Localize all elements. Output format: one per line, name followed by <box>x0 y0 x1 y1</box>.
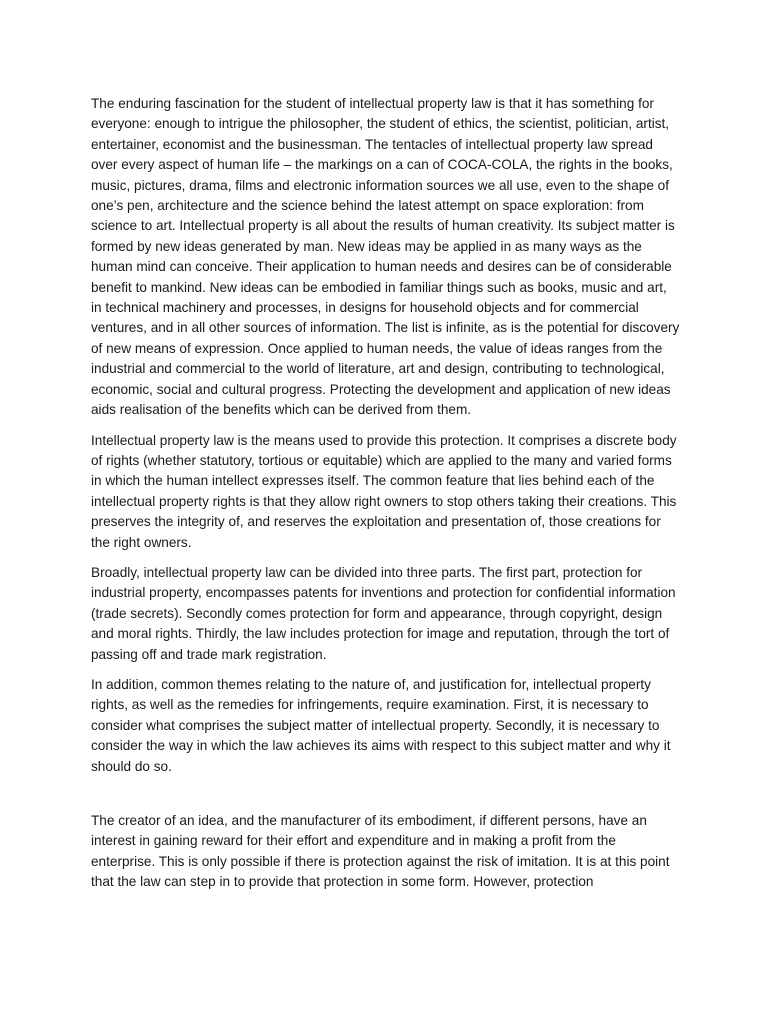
paragraph-1: The enduring fascination for the student of intellectual property law is that it has something for everyone: enough to intrigue the philosopher, the student of ethics, the scientist, politician, artist, entertainer, economist and the businessman. The tentacles of intellectual property law spread over every aspect of human life – the markings on a can of COCA-COLA, the rights in the books, music, pictures, drama, films and electronic information sources we all use, even to the shape of one’s pen, architecture and the science behind the latest attempt on space exploration: from science to art. Intellectual property is all about the results of human creativity. Its subject matter is formed by new ideas generated by man. New ideas may be applied in as many ways as the human mind can conceive. Their application to human needs and desires can be of considerable benefit to mankind. New ideas can be embodied in familiar things such as books, music and art, in technical machinery and processes, in designs for household objects and for commercial ventures, and in all other sources of information. The list is infinite, as is the potential for discovery of new means of expression. Once applied to human needs, the value of ideas ranges from the industrial and commercial to the world of literature, art and design, contributing to technological, economic, social and cultural progress. Protecting the development and application of new ideas aids realisation of the benefits which can be derived from them. <box>91 96 680 418</box>
document-body <box>91 94 681 903</box>
paragraph-3: Broadly, intellectual property law can be divided into three parts. The first part, protection for industrial property, encompasses patents for inventions and protection for confidential information (trade secrets). Secondly comes protection for form and appearance, through copyright, design and moral rights. Thirdly, the law includes protection for image and reputation, through the tort of passing off and trade mark registration. <box>91 564 676 662</box>
paragraph-2: Intellectual property law is the means used to provide this protection. It comprises a discrete body of rights (whether statutory, tortious or equitable) which are applied to the many and varied forms in which the human intellect expresses itself. The common feature that lies behind each of the intellectual property rights is that they allow right owners to stop others taking their creations. This preserves the integrity of, and reserves the exploitation and presentation of, those creations for the right owners. <box>91 432 677 550</box>
paragraph-5: The creator of an idea, and the manufacturer of its embodiment, if different persons, have an interest in gaining reward for their effort and expenditure and in making a profit from the enterprise. This is only possible if there is protection against the risk of imitation. It is at this point that the law can step in to provide that protection in some form. However, protection <box>91 813 670 890</box>
paragraph-4: In addition, common themes relating to the nature of, and justification for, intellectual property rights, as well as the remedies for infringements, require examination. First, it is necessary to consider what comprises the subject matter of intellectual property. Secondly, it is necessary to consider the way in which the law achieves its aims with respect to this subject matter and why it should do so. <box>91 676 671 774</box>
